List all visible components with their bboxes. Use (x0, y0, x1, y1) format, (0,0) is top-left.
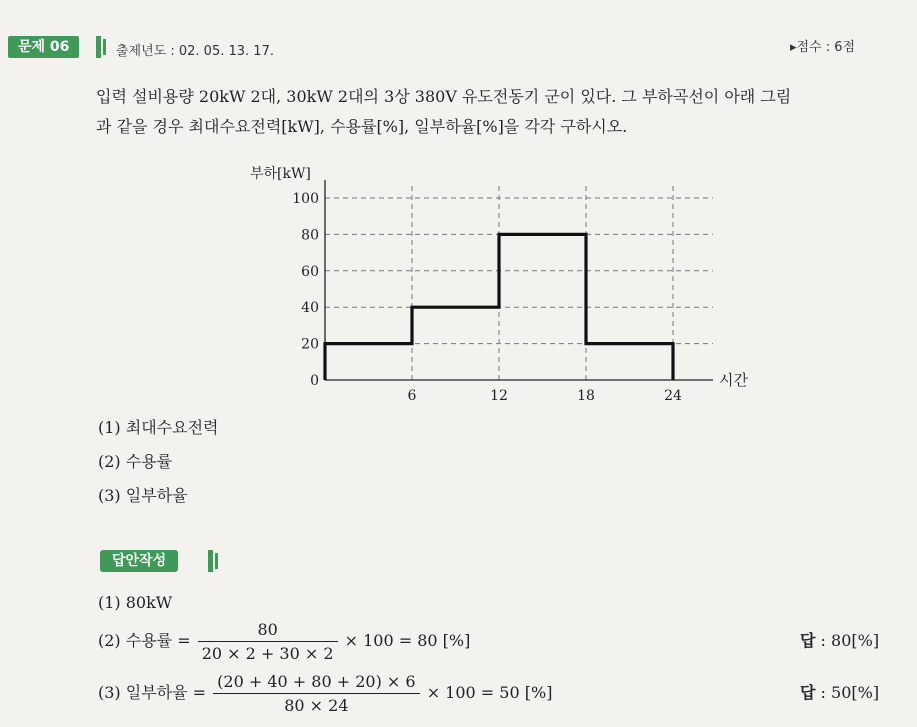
y-axis-label: 부하[kW] (250, 166, 311, 182)
y-tick-label: 80 (301, 227, 319, 244)
answer-tab-decoration-icon (208, 550, 222, 572)
answer-2-prefix: (2) 수용률 = (98, 631, 191, 650)
answer-3-fraction (213, 672, 419, 715)
y-tick-label: 100 (292, 191, 319, 207)
sub-question-3: (3) 일부하율 (98, 486, 188, 505)
answer-3 (98, 672, 552, 715)
answer-2-numerator: 80 (198, 620, 338, 642)
exam-years: 출제년도 : 02. 05. 13. 17. (116, 44, 274, 59)
answer-2-denominator: 20 × 2 + 30 × 2 (201, 644, 334, 663)
x-tick-label: 24 (664, 388, 682, 404)
answer-2-final-label: 답 (800, 631, 816, 650)
answer-3-numerator: (20 + 40 + 80 + 20) × 6 (213, 672, 419, 694)
answer-3-denominator: 80 × 24 (284, 696, 349, 715)
answer-2 (98, 620, 470, 663)
y-tick-label: 60 (301, 263, 319, 280)
x-tick-label: 12 (490, 388, 508, 404)
answer-2-final-value: : 80[%] (815, 631, 880, 650)
question-line-1: 입력 설비용량 20kW 2대, 30kW 2대의 3상 380V 유도전동기 군이 있다. 그 부하곡선이 아래 그림 (96, 87, 792, 106)
answer-2-fraction (198, 620, 338, 663)
load-curve-chart (240, 150, 770, 410)
question-line-2: 과 같을 경우 최대수요전력[kW], 수용률[%], 일부하율[%]을 각각 구하시오. (96, 117, 628, 136)
x-tick-label: 6 (407, 388, 417, 404)
answer-badge: 답안작성 (100, 550, 178, 572)
tab-decoration-icon (96, 36, 108, 58)
x-axis-label: 시간 (719, 371, 748, 389)
answer-2-suffix: × 100 = 80 [%] (344, 631, 471, 650)
question-text (96, 82, 916, 142)
answer-3-final-label: 답 (800, 683, 816, 702)
problem-number-badge: 문제 06 (8, 36, 79, 58)
sub-question-2: (2) 수용률 (98, 452, 173, 471)
answer-1: (1) 80kW (98, 593, 173, 612)
y-tick-label: 20 (301, 336, 319, 353)
y-tick-label: 0 (310, 373, 319, 389)
answer-3-suffix: × 100 = 50 [%] (426, 683, 553, 702)
score-label: ▸점수 : 6점 (790, 40, 856, 55)
answer-3-final (800, 680, 879, 703)
sub-question-1: (1) 최대수요전력 (98, 418, 219, 437)
answer-2-final (800, 628, 879, 651)
answer-3-final-value: : 50[%] (815, 683, 880, 702)
x-tick-label: 18 (577, 388, 595, 404)
answer-3-prefix: (3) 일부하율 = (98, 683, 207, 702)
y-tick-label: 40 (301, 300, 319, 317)
